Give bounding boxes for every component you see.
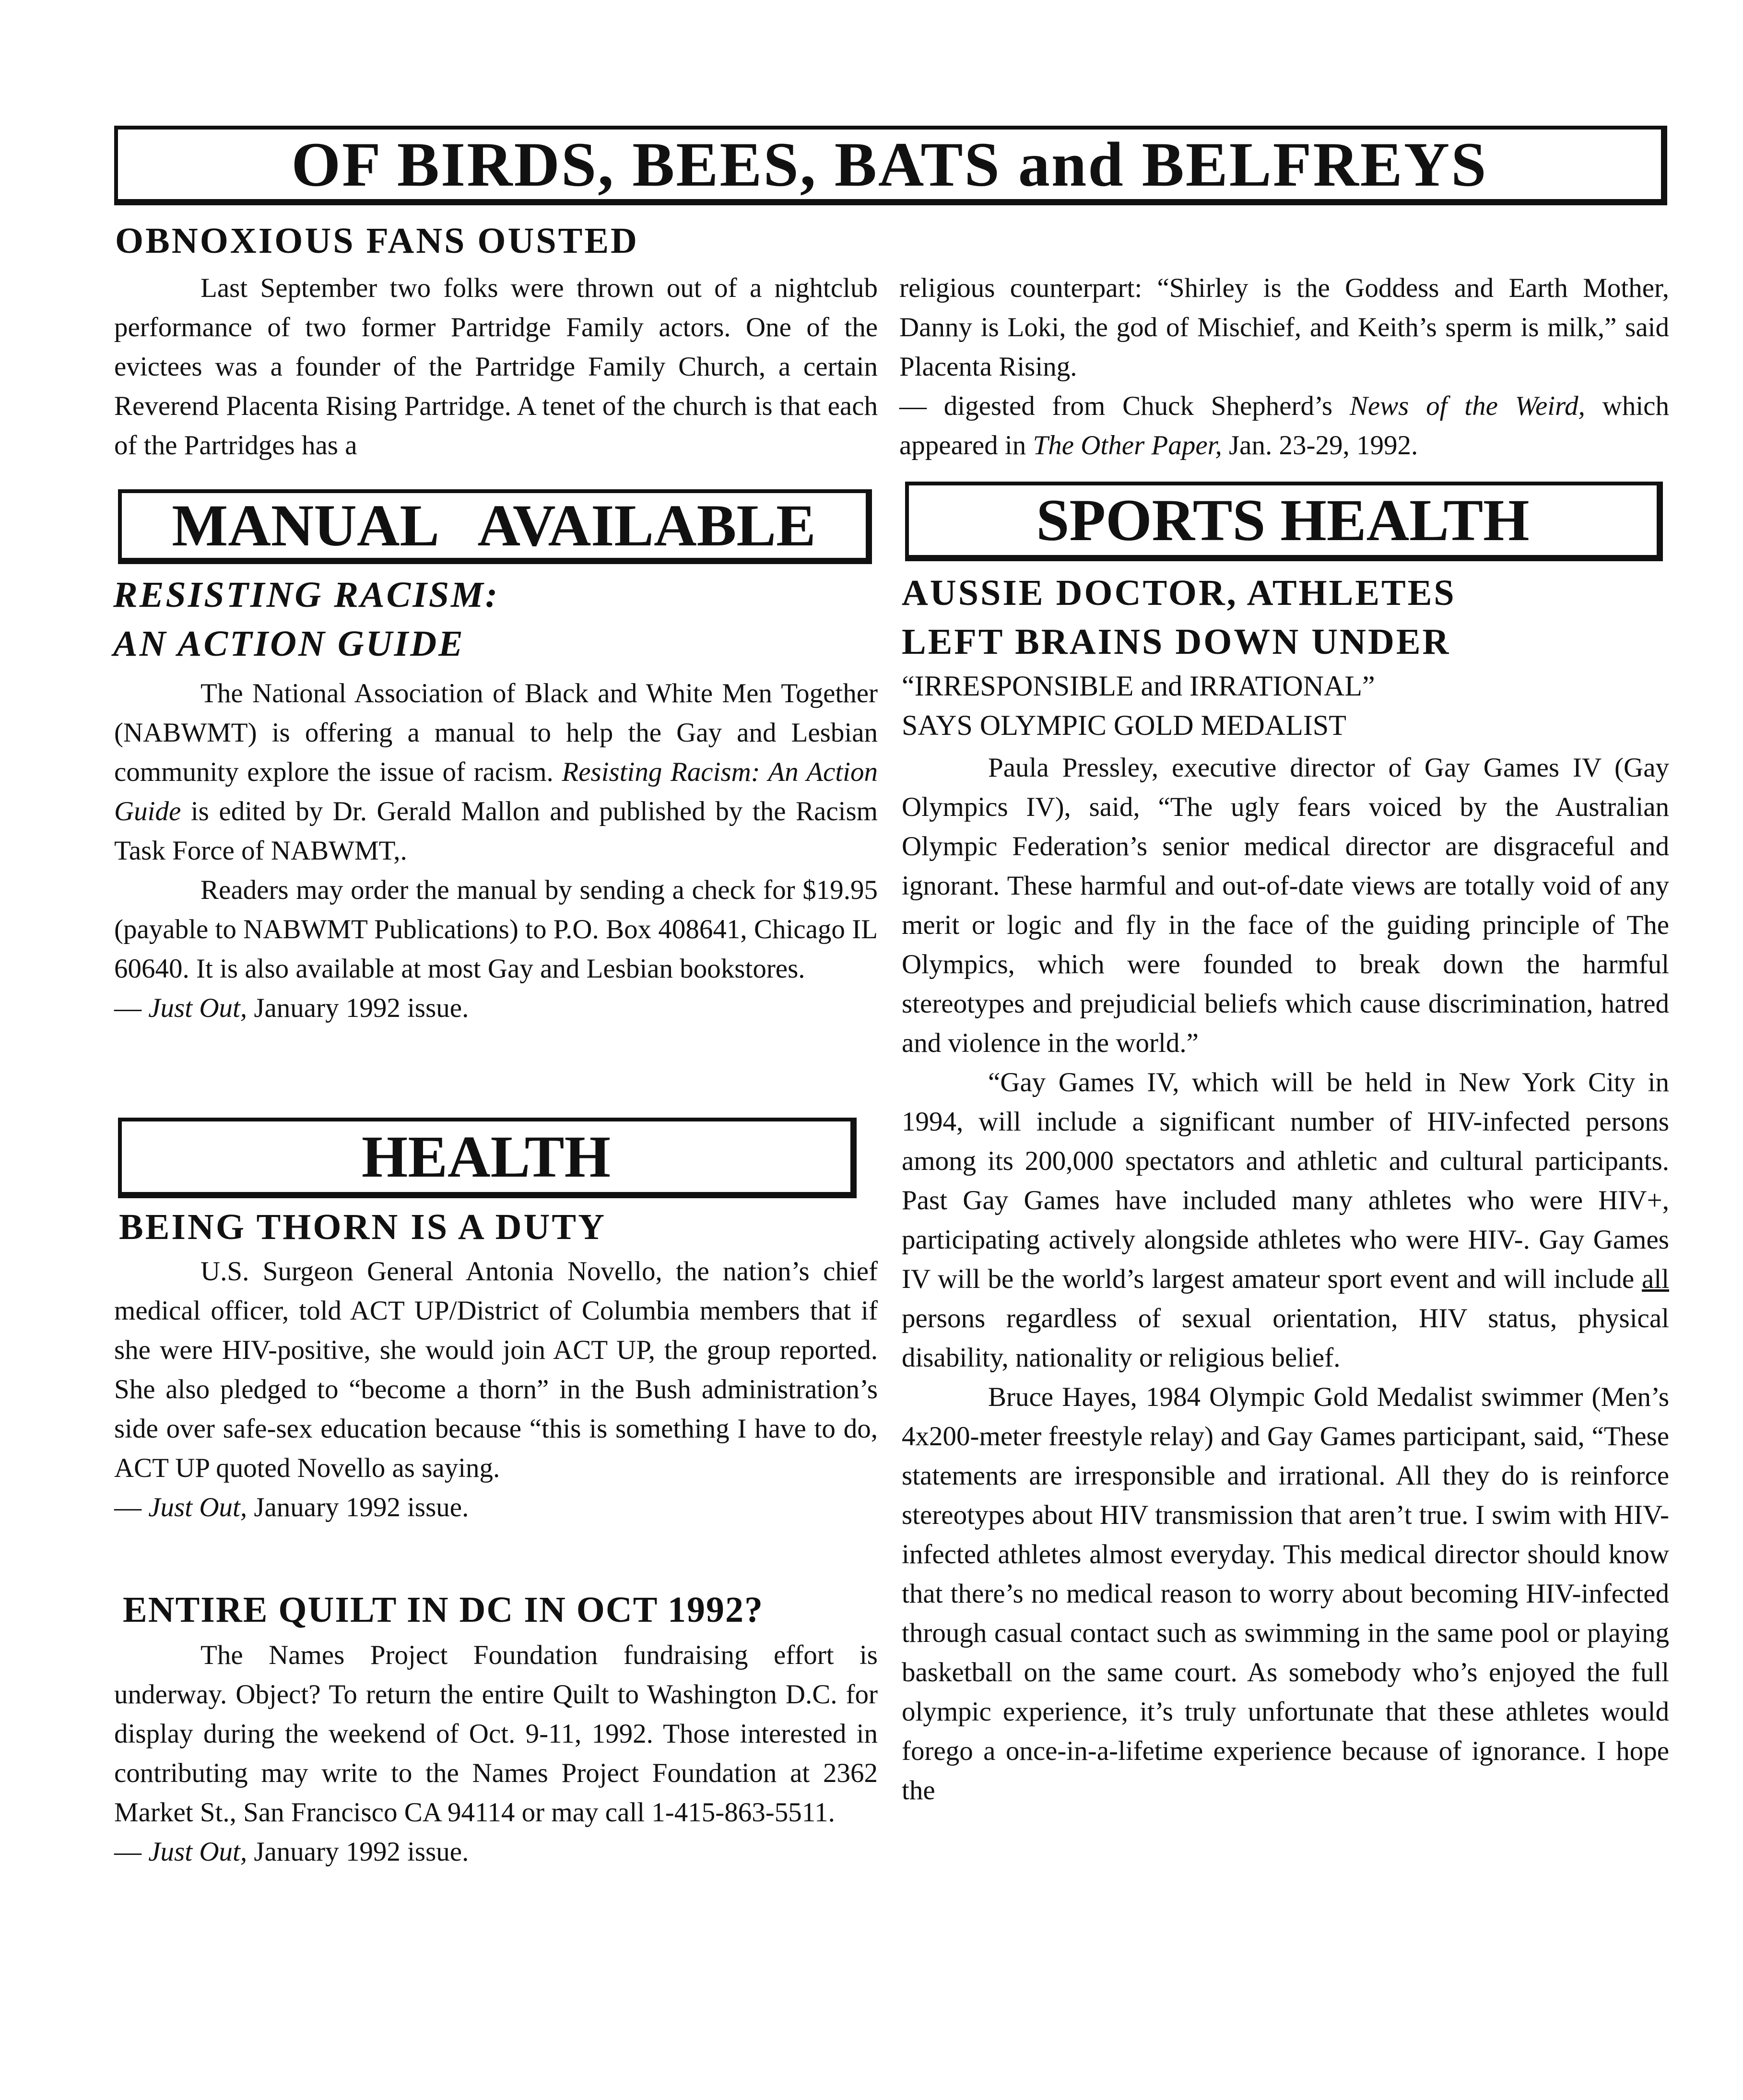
text-run: Last September two folks were thrown out of a nightclub performance of two former Partridge Family actors. One of the evictees was a founder of the Partridge Family Church, a certain Reverend Placenta Rising Partridge. A tenet of the church is that each of the Partridges has a [114,273,878,460]
manual-body [114,674,878,1028]
text-run: January 1992 issue. [247,993,469,1023]
sports-headline-2: LEFT BRAINS DOWN UNDER [902,622,1451,662]
paragraph [902,1063,1669,1378]
paragraph [114,1832,878,1872]
sports-subhead-2: SAYS OLYMPIC GOLD MEDALIST [902,709,1346,741]
text-run: — [114,1492,149,1522]
text-run: January 1992 issue. [247,1492,469,1522]
paragraph [902,1378,1669,1810]
text-run: religious counterpart: “Shirley is the Goddess and Earth Mother, Danny is Loki, the god of Mischief, and Keith’s sperm is milk,” said Placenta Rising. [899,273,1669,382]
text-run: Bruce Hayes, 1984 Olympic Gold Medalist swimmer (Men’s 4x200-meter freestyle relay) and Gay Games participant, said, “These statements are irresponsible and irrational. All they do is reinforce stereotypes about HIV transmission that aren’t true. I swim with HIV-infected athletes almost everyday. This medical director should know that there’s no medical reason to worry about becoming HIV-infected through casual contact such as swimming in the same pool or playing basketball on the same court. As somebody who’s enjoyed the full olympic experience, it’s truly unfortunate that these athletes would forego a once-in-a-lifetime experience because of ignorance. I hope the [902,1382,1669,1805]
manual-headline-2: AN ACTION GUIDE [113,624,465,664]
obnoxious-body-right [899,269,1669,465]
health-section-box [118,1118,857,1198]
italic-text: Just Out, [148,1492,247,1522]
italic-text: Just Out, [148,993,247,1023]
text-run: which appeared in [899,391,1669,460]
manual-section-box [118,489,872,564]
text-run: “Gay Games IV, which will be held in New York City in 1994, will include a significant number of HIV-infected persons among its 200,000 spectators and athletic and cultural participants. Past Gay Games have included many athletes who were HIV+, participating actively alongside athletes who were HIV-. Gay Games IV will be the world’s largest amateur sport event and will include [902,1067,1669,1294]
paragraph [114,989,878,1028]
paragraph [114,1252,878,1488]
sports-body [902,748,1669,1810]
text-run: — [114,993,149,1023]
italic-text: News of the Weird, [1349,391,1585,421]
paragraph [114,269,878,465]
obnoxious-headline: OBNOXIOUS FANS OUSTED [115,221,639,261]
health-section-title: HEALTH [361,1123,611,1190]
paragraph [899,269,1669,387]
italic-text: Just Out, [148,1837,247,1867]
paragraph [902,748,1669,1063]
text-run: The Names Project Foundation fundraising effort is underway. Object? To return the entire Quilt to Washington D.C. for display during the weekend of Oct. 9-11, 1992. Those interested in contributing may write to the Names Project Foundation at 2362 Market St., San Francisco CA 94114 or may call 1-415-863-5511. [114,1640,878,1828]
health-headline: BEING THORN IS A DUTY [119,1207,606,1247]
page-title-box [114,126,1667,205]
manual-section-title: MANUAL AVAILABLE [172,492,816,558]
manual-headline-1: RESISTING RACISM: [113,575,500,615]
paragraph [114,1636,878,1832]
sports-section-box [905,482,1663,561]
text-run: persons regardless of sexual orientation, HIV status, physical disability, nationality or religious belief. [902,1303,1669,1373]
health-body [114,1252,878,1527]
paragraph [114,1488,878,1527]
italic-text: The Other Paper, [1033,430,1222,460]
underlined-text: all [1642,1264,1669,1294]
obnoxious-body-left [114,269,878,465]
sports-section-title: SPORTS HEALTH [1036,487,1530,553]
text-run: Readers may order the manual by sending a check for $19.95 (payable to NABWMT Publications) to P.O. Box 408641, Chicago IL 60640. It is also available at most Gay and Lesbian bookstores. [114,875,878,984]
text-run: is edited by Dr. Gerald Mallon and published by the Racism Task Force of NABWMT,. [114,796,878,866]
paragraph [114,871,878,989]
quilt-body [114,1636,878,1872]
text-run: — digested from Chuck Shepherd’s [899,391,1350,421]
sports-headline-1: AUSSIE DOCTOR, ATHLETES [902,573,1456,613]
text-run: — [114,1837,149,1867]
paragraph [899,387,1669,465]
text-run: The National Association of Black and White Men Together (NABWMT) is offering a manual to help the Gay and Lesbian community explore the issue of racism. [114,678,878,787]
paragraph [114,674,878,871]
text-run: Paula Pressley, executive director of Gay Games IV (Gay Olympics IV), said, “The ugly fears voiced by the Australian Olympic Federation’s senior medical director are disgraceful and ignorant. These harmful and out-of-date views are totally void of any merit or logic and fly in the face of the guiding principle of The Olympics, which were founded to break down the harmful stereotypes and prejudicial beliefs which cause discrimination, hatred and violence in the world.” [902,753,1669,1058]
text-run: U.S. Surgeon General Antonia Novello, the nation’s chief medical officer, told ACT UP/District of Columbia members that if she were HIV-positive, she would join ACT UP, the group reported. She also pledged to “become a thorn” in the Bush administration’s side over safe-sex education because “this is something I have to do, ACT UP quoted Novello as saying. [114,1256,878,1483]
page-title: OF BIRDS, BEES, BATS and BELFREYS [291,129,1488,200]
sports-subhead-1: “IRRESPONSIBLE and IRRATIONAL” [902,670,1375,702]
text-run: January 1992 issue. [247,1837,469,1867]
italic-text: Resisting Racism: An Action Guide [114,757,878,826]
text-run: Jan. 23-29, 1992. [1222,430,1418,460]
quilt-headline: ENTIRE QUILT IN DC IN OCT 1992? [123,1590,764,1630]
